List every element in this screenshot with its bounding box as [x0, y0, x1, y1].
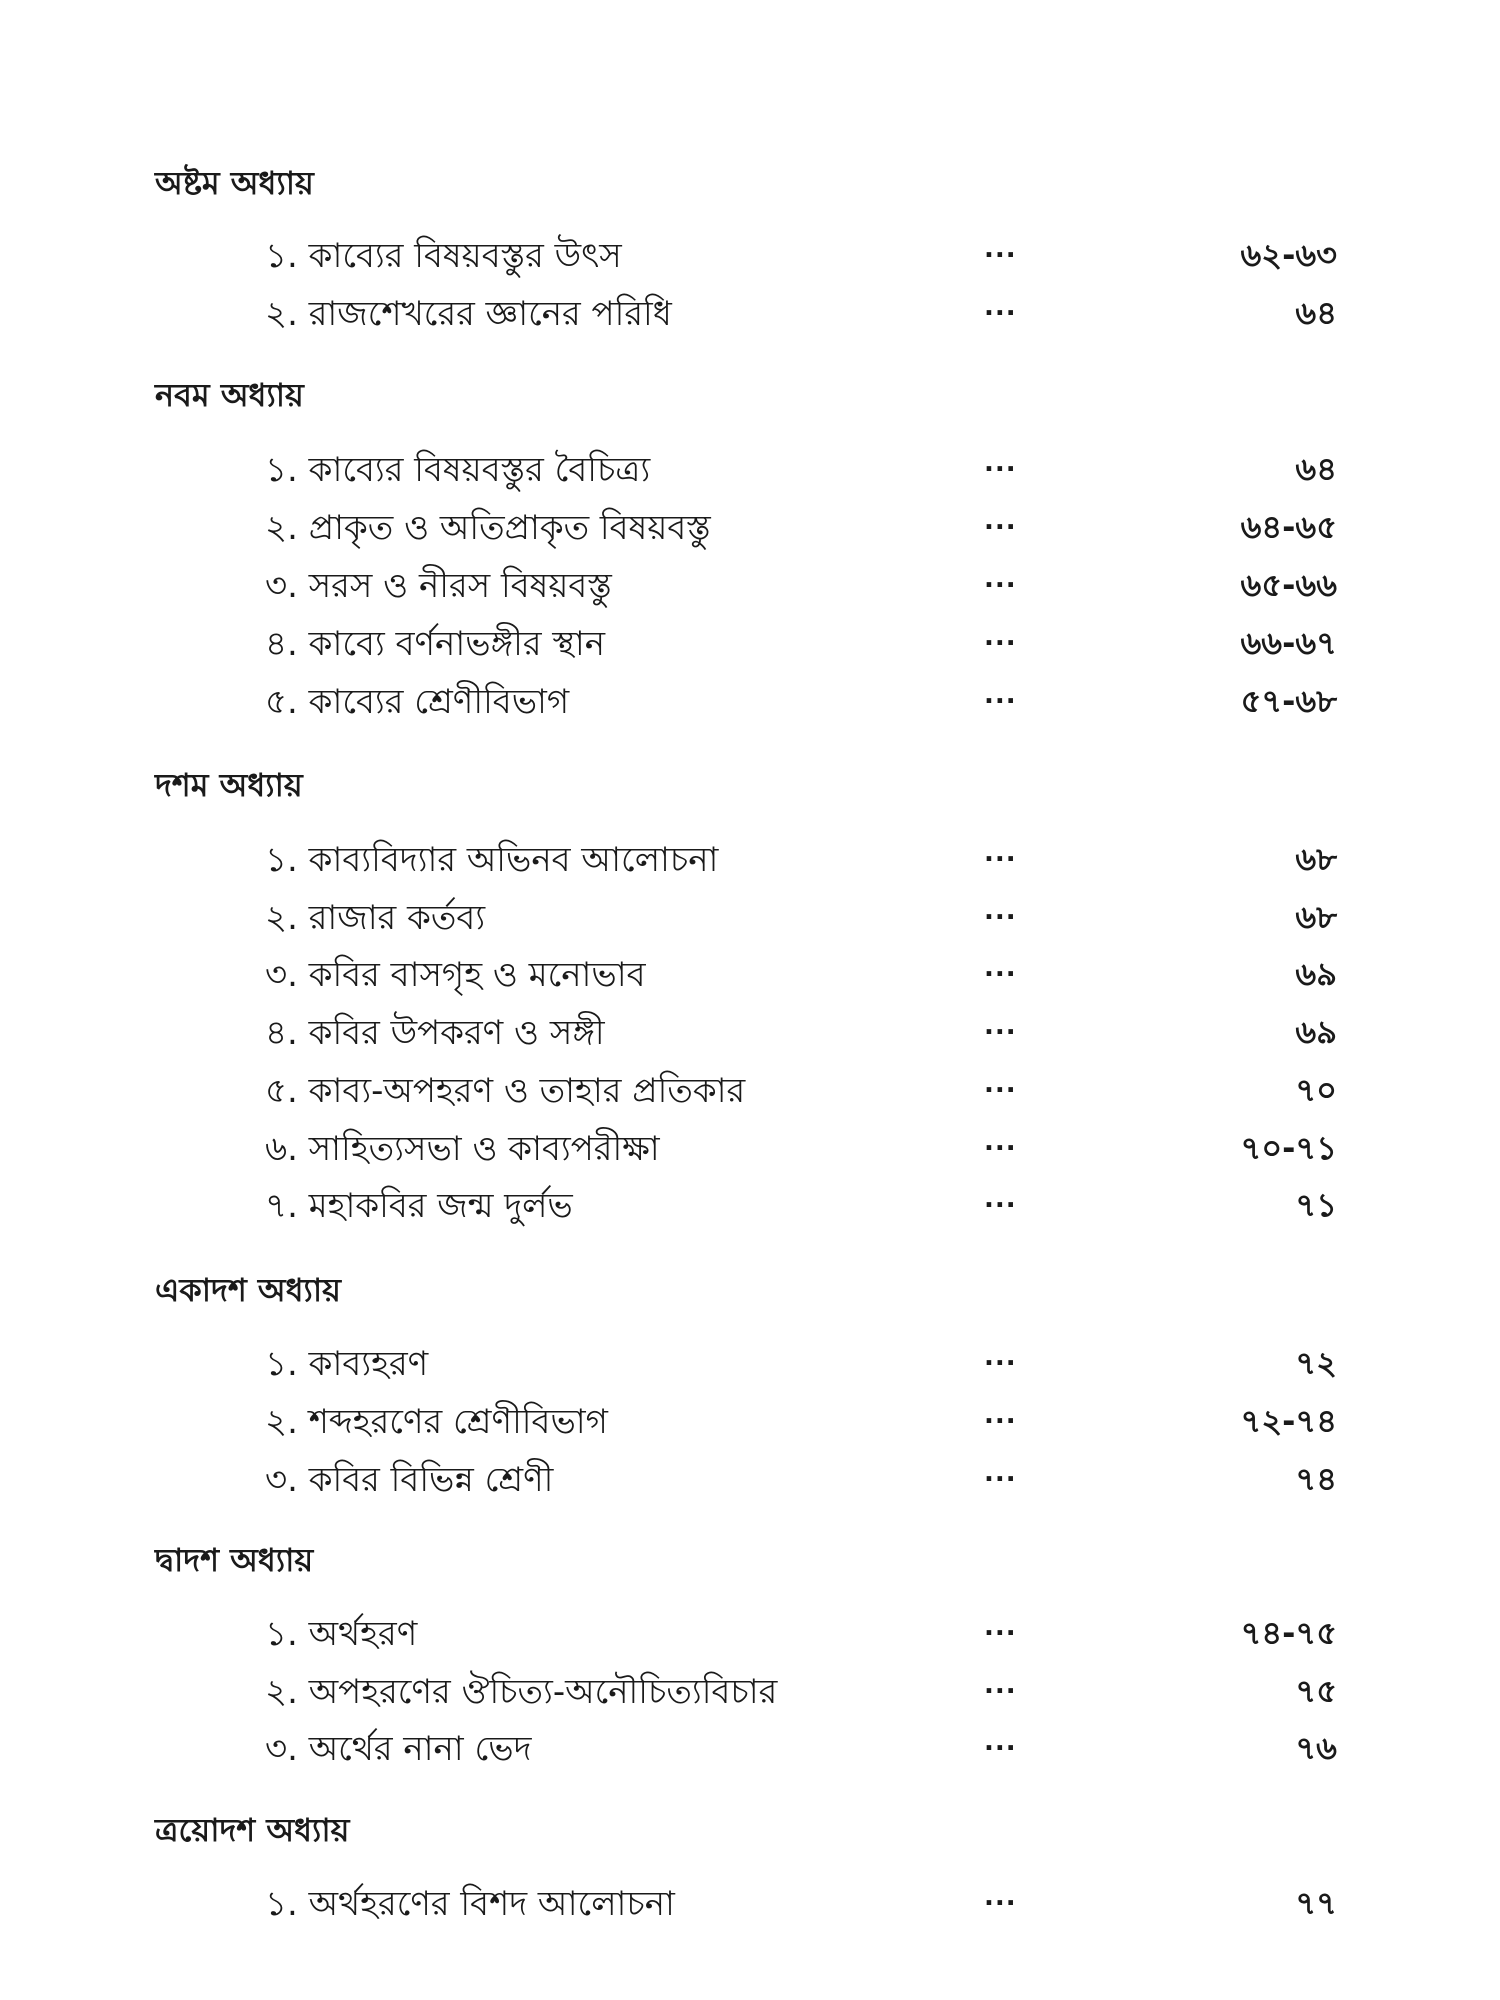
toc-entry [0, 502, 1500, 552]
entry-leader-dots: ... [984, 622, 1017, 652]
entry-leader-dots: ... [984, 1612, 1017, 1642]
toc-entry [0, 1666, 1500, 1716]
entry-page-number: ৭৪-৭৫ [1240, 1614, 1337, 1652]
toc-entry [0, 288, 1500, 338]
entry-page-number: ৭২ [1295, 1344, 1337, 1382]
entry-leader-dots: ... [984, 234, 1017, 264]
entry-title: ৪. কবির উপকরণ ও সঙ্গী [265, 1013, 605, 1053]
toc-entry [0, 1007, 1500, 1057]
entry-leader-dots: ... [984, 506, 1017, 536]
entry-page-number: ৭৬ [1295, 1729, 1337, 1767]
entry-page-number: ৬৮ [1295, 898, 1337, 936]
entry-page-number: ৫৭-৬৮ [1240, 682, 1337, 720]
entry-title: ১. কাব্যবিদ্যার অভিনব আলোচনা [265, 840, 719, 880]
entry-leader-dots: ... [984, 953, 1017, 983]
entry-title: ৫. কাব্য-অপহরণ ও তাহার প্রতিকার [265, 1071, 746, 1111]
entry-title: ১. কাব্যহরণ [265, 1344, 429, 1384]
entry-leader-dots: ... [984, 1882, 1017, 1912]
toc-entry [0, 1123, 1500, 1173]
toc-entry [0, 1878, 1500, 1928]
toc-entry [0, 676, 1500, 726]
entry-title: ৭. মহাকবির জন্ম দুর্লভ [265, 1186, 573, 1226]
entry-leader-dots: ... [984, 1069, 1017, 1099]
chapter-heading: অষ্টম অধ্যায় [155, 164, 314, 202]
entry-title: ৩. কবির বাসগৃহ ও মনোভাব [265, 955, 646, 995]
entry-page-number: ৭৪ [1295, 1460, 1337, 1498]
toc-entry [0, 230, 1500, 280]
entry-title: ৩. কবির বিভিন্ন শ্রেণী [265, 1460, 554, 1500]
entry-title: ১. অর্থহরণ [265, 1614, 418, 1654]
entry-title: ৪. কাব্যে বর্ণনাভঙ্গীর স্থান [265, 624, 605, 664]
entry-title: ৫. কাব্যের শ্রেণীবিভাগ [265, 682, 570, 722]
toc-entry [0, 1608, 1500, 1658]
entry-page-number: ৬৪ [1295, 450, 1337, 488]
toc-entry [0, 444, 1500, 494]
entry-title: ২. রাজশেখরের জ্ঞানের পরিধি [265, 294, 672, 334]
toc-entry [0, 618, 1500, 668]
entry-leader-dots: ... [984, 680, 1017, 710]
toc-entry [0, 949, 1500, 999]
entry-page-number: ৬৯ [1295, 1013, 1337, 1051]
entry-title: ২. রাজার কর্তব্য [265, 898, 486, 938]
entry-leader-dots: ... [984, 1727, 1017, 1757]
entry-leader-dots: ... [984, 1342, 1017, 1372]
entry-title: ২. শব্দহরণের শ্রেণীবিভাগ [265, 1402, 608, 1442]
toc-entry [0, 1180, 1500, 1230]
entry-page-number: ৬৯ [1295, 955, 1337, 993]
entry-leader-dots: ... [984, 564, 1017, 594]
entry-leader-dots: ... [984, 838, 1017, 868]
entry-leader-dots: ... [984, 1400, 1017, 1430]
chapter-heading: দশম অধ্যায় [155, 766, 303, 804]
entry-page-number: ৬৪ [1295, 294, 1337, 332]
entry-title: ১. অর্থহরণের বিশদ আলোচনা [265, 1884, 675, 1924]
entry-title: ২. অপহরণের ঔচিত্য-অনৌচিত্যবিচার [265, 1672, 778, 1712]
toc-entry [0, 1396, 1500, 1446]
entry-title: ১. কাব্যের বিষয়বস্তুর বৈচিত্র্য [265, 450, 651, 490]
toc-entry [0, 560, 1500, 610]
entry-page-number: ৭০-৭১ [1240, 1129, 1337, 1167]
entry-page-number: ৬৫-৬৬ [1240, 566, 1337, 604]
entry-title: ২. প্রাকৃত ও অতিপ্রাকৃত বিষয়বস্তু [265, 508, 711, 548]
toc-entry [0, 1065, 1500, 1115]
entry-leader-dots: ... [984, 448, 1017, 478]
toc-entry [0, 1723, 1500, 1773]
entry-page-number: ৭০ [1295, 1071, 1337, 1109]
toc-entry [0, 1338, 1500, 1388]
entry-title: ১. কাব্যের বিষয়বস্তুর উৎস [265, 236, 622, 276]
entry-page-number: ৭৭ [1295, 1884, 1337, 1922]
entry-page-number: ৬৬-৬৭ [1240, 624, 1337, 662]
chapter-heading: একাদশ অধ্যায় [155, 1271, 341, 1309]
toc-entry [0, 892, 1500, 942]
entry-leader-dots: ... [984, 896, 1017, 926]
entry-title: ৬. সাহিত্যসভা ও কাব্যপরীক্ষা [265, 1129, 660, 1169]
entry-title: ৩. সরস ও নীরস বিষয়বস্তু [265, 566, 612, 606]
entry-page-number: ৬৮ [1295, 840, 1337, 878]
entry-leader-dots: ... [984, 1184, 1017, 1214]
chapter-heading: ত্রয়োদশ অধ্যায় [155, 1811, 350, 1849]
toc-entry [0, 1454, 1500, 1504]
entry-leader-dots: ... [984, 292, 1017, 322]
entry-title: ৩. অর্থের নানা ভেদ [265, 1729, 532, 1769]
entry-page-number: ৭৫ [1295, 1672, 1337, 1710]
entry-page-number: ৭১ [1295, 1186, 1337, 1224]
chapter-heading: নবম অধ্যায় [155, 376, 304, 414]
entry-leader-dots: ... [984, 1670, 1017, 1700]
entry-leader-dots: ... [984, 1127, 1017, 1157]
toc-entry [0, 834, 1500, 884]
entry-leader-dots: ... [984, 1011, 1017, 1041]
chapter-heading: দ্বাদশ অধ্যায় [155, 1541, 314, 1579]
entry-page-number: ৬৪-৬৫ [1240, 508, 1337, 546]
entry-page-number: ৭২-৭৪ [1240, 1402, 1337, 1440]
entry-leader-dots: ... [984, 1458, 1017, 1488]
entry-page-number: ৬২-৬৩ [1240, 236, 1337, 274]
